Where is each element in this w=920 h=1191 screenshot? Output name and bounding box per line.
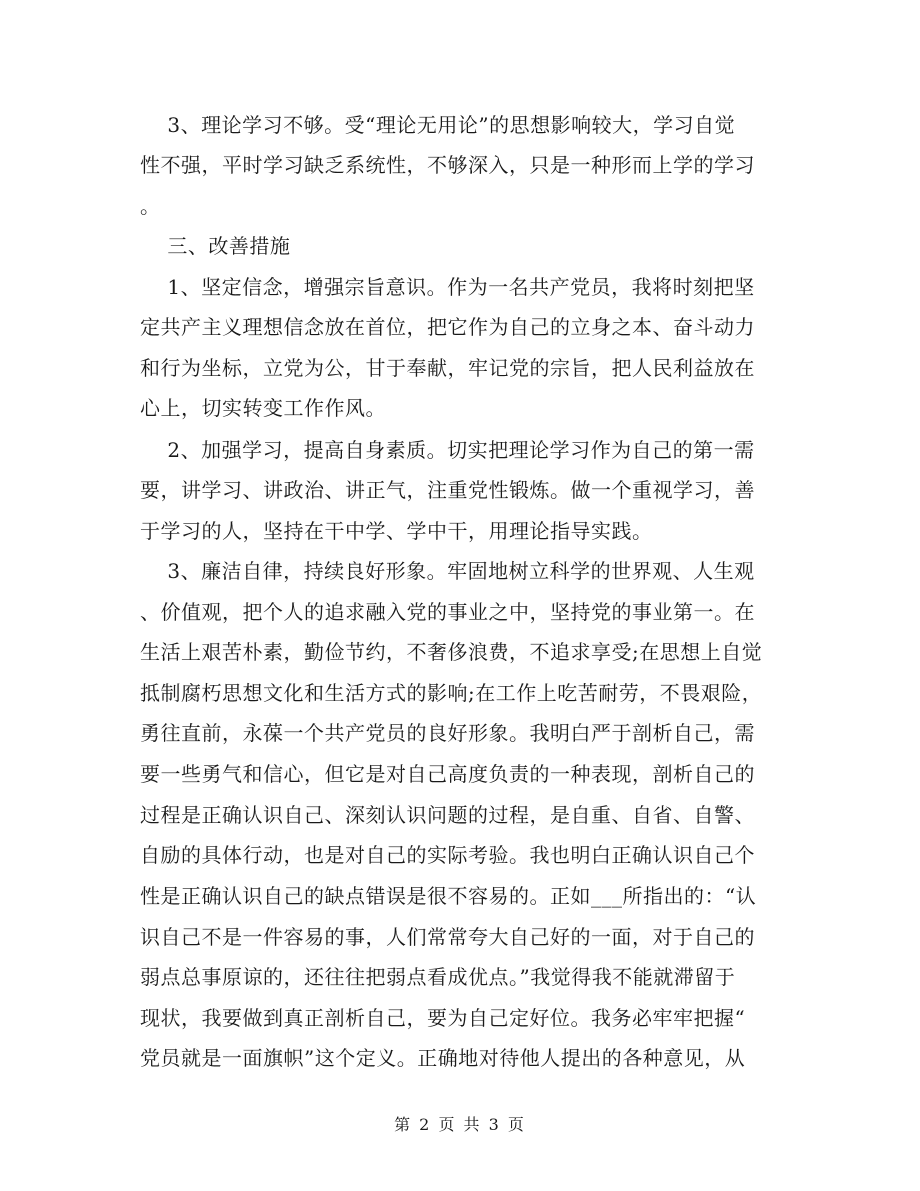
body-text-line: 过程是正确认识自己、深刻认识问题的过程，是自重、自省、自警、 [140, 803, 755, 827]
body-text-line: 。 [140, 194, 161, 218]
body-text-line: 现状，我要做到真正剖析自己，要为自己定好位。我务必牢牢把握“ [140, 1006, 746, 1030]
body-text-line: 于学习的人，坚持在干中学、学中干，用理论指导实践。 [140, 519, 653, 543]
body-text-line: 党员就是一面旗帜”这个定义。正确地对待他人提出的各种意见，从 [140, 1046, 746, 1070]
body-text-line: 抵制腐朽思想文化和生活方式的影响;在工作上吃苦耐劳，不畏艰险， [140, 681, 763, 705]
body-text-line: 和行为坐标，立党为公，甘于奉献，牢记党的宗旨，把人民利益放在 [140, 356, 755, 380]
section-heading: 三、改善措施 [140, 234, 291, 258]
body-text-line: 、价值观，把个人的追求融入党的事业之中，坚持党的事业第一。在 [140, 600, 755, 624]
body-text-line: 性是正确认识自己的缺点错误是很不容易的。正如___所指出的：“认 [140, 884, 757, 908]
body-text-line: 生活上艰苦朴素，勤俭节约，不奢侈浪费，不追求享受;在思想上自觉 [140, 640, 763, 664]
page-number-footer: 第 2 页 共 3 页 [394, 1115, 526, 1134]
body-text-line: 勇往直前，永葆一个共产党员的良好形象。我明白严于剖析自己，需 [140, 721, 755, 745]
body-text-line: 3、理论学习不够。受“理论无用论”的思想影响较大，学习自觉 [140, 113, 736, 137]
body-text-line: 要一些勇气和信心，但它是对自己高度负责的一种表现，剖析自己的 [140, 762, 755, 786]
body-text-line: 3、廉洁自律，持续良好形象。牢固地树立科学的世界观、人生观 [140, 559, 755, 583]
body-text-line: 要，讲学习、讲政治、讲正气，注重党性锻炼。做一个重视学习，善 [140, 478, 755, 502]
body-text-line: 心上，切实转变工作作风。 [140, 396, 386, 420]
body-text-line: 识自己不是一件容易的事，人们常常夸大自己好的一面，对于自己的 [140, 925, 755, 949]
body-text-line: 2、加强学习，提高自身素质。切实把理论学习作为自己的第一需 [140, 438, 755, 462]
body-text-line: 性不强，平时学习缺乏系统性，不够深入，只是一种形而上学的学习 [140, 153, 755, 177]
body-text-line: 1、坚定信念，增强宗旨意识。作为一名共产党员，我将时刻把坚 [140, 275, 755, 299]
body-text-line: 自励的具体行动，也是对自己的实际考验。我也明白正确认识自己个 [140, 843, 755, 867]
body-text-line: 定共产主义理想信念放在首位，把它作为自己的立身之本、奋斗动力 [140, 315, 755, 339]
body-text-line: 弱点总事原谅的，还往往把弱点看成优点。”我觉得我不能就滞留于 [140, 965, 736, 989]
